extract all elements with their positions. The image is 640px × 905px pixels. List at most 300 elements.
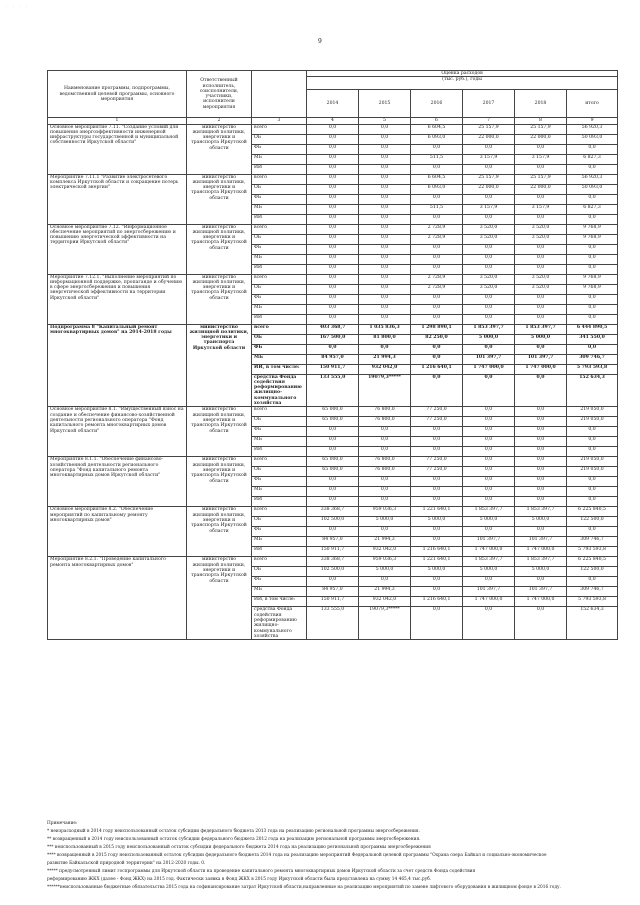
note-line: ***** предусмотренный лимит госпрограммы для Иркутской области на проведение капитального ремонта многоквартирных домов Иркутской области за счет средств Фонда содействия [47,869,476,874]
amount-cell: 65 000,0 [307,417,359,427]
page-number: 9 [318,38,322,45]
amount-cell: 0,0 [515,427,567,437]
amount-cell: 9 768,9 [567,274,618,284]
amount-cell: 0,0 [359,224,411,234]
amount-cell: 84 957,0 [307,537,359,547]
amount-cell: 932 042,0 [359,547,411,557]
amount-cell: 0,0 [411,477,463,487]
amount-cell: 0,0 [567,304,618,314]
notes-title: Примечание: [47,821,78,826]
amount-cell: 0,0 [515,194,567,204]
amount-cell: 0,0 [307,164,359,174]
amount-cell: 0,0 [307,487,359,497]
funding-source: ИИ [252,547,307,557]
note-line: * неизрасходный в 2014 году неиспользованный остаток субсидии федерального бюджета 2013 года на реализацию региональной программы энергосбережения. [47,829,420,834]
amount-cell: 5 000,0 [515,567,567,577]
amount-cell: 0,0 [307,427,359,437]
amount-cell: 3 520,0 [463,274,515,284]
amount-cell: 65 000,0 [307,457,359,467]
program-name: Мероприятие 7.12.1. "Выполнение мероприятий по информационной поддержке, пропаганде и обучению в сфере энергосбережения и повышения энергетической эффективности на территории Иркутской области" [48,274,187,324]
amount-cell: 152 634,3 [567,374,618,407]
amount-cell: 19079,3***** [359,374,411,407]
amount-cell: 1 747 000,0 [463,547,515,557]
amount-cell: 0,0 [567,164,618,174]
amount-cell: 0,0 [307,264,359,274]
amount-cell: 341 550,0 [567,334,618,344]
table-row [48,124,618,134]
amount-cell: 1 853 397,7 [463,557,515,567]
amount-cell: 0,0 [359,234,411,244]
amount-cell: 0,0 [359,154,411,164]
amount-cell: 511,5 [411,154,463,164]
header-year: 2017 [463,90,515,118]
note-line: развитие Байкальской природной территории" на 2012-2020 годы. 0. [47,861,206,866]
amount-cell: 3 520,0 [515,284,567,294]
amount-cell: 6 827,3 [567,204,618,214]
amount-cell: 76 800,0 [359,467,411,477]
funding-source: ИИ [252,214,307,224]
amount-cell: 3 520,0 [463,224,515,234]
header-year: 2016 [411,90,463,118]
funding-source: ОБ [252,184,307,194]
amount-cell: 0,0 [567,427,618,437]
amount-cell: 0,0 [567,477,618,487]
amount-cell: 0,0 [411,374,463,407]
amount-cell: 21 994,3 [359,587,411,597]
amount-cell: 25 157,9 [515,124,567,134]
amount-cell: 65 000,0 [307,467,359,477]
amount-cell: 0,0 [307,224,359,234]
amount-cell: 0,0 [411,344,463,354]
executor: министерство жилищной политики, энергетики и транспорта Иркутской области [187,174,252,224]
amount-cell: 1 216 640,1 [411,547,463,557]
amount-cell: 0,0 [307,437,359,447]
amount-cell: 0,0 [515,487,567,497]
amount-cell: 0,0 [463,164,515,174]
amount-cell: 5 793 593,8 [567,364,618,374]
funding-source: ФБ [252,344,307,354]
amount-cell: 0,0 [463,477,515,487]
amount-cell: 0,0 [307,214,359,224]
amount-cell: 0,0 [307,154,359,164]
amount-cell: 0,0 [463,144,515,154]
amount-cell: 6 093,0 [411,184,463,194]
amount-cell: 309 746,7 [567,354,618,364]
amount-cell: 0,0 [307,134,359,144]
funding-source: ФБ [252,577,307,587]
column-index: 3 [252,118,307,124]
funding-source: ФБ [252,427,307,437]
amount-cell: 511,5 [411,204,463,214]
amount-cell: 0,0 [463,417,515,427]
amount-cell: 5 000,0 [359,567,411,577]
amount-cell: 932 042,0 [359,597,411,607]
amount-cell: 5 000,0 [515,517,567,527]
amount-cell: 0,0 [463,214,515,224]
executor: министерство жилищной политики, энергетики и транспорта Иркутской области [187,407,252,457]
amount-cell: 150 911,7 [307,364,359,374]
amount-cell: 0,0 [359,144,411,154]
amount-cell: 0,0 [307,234,359,244]
executor: министерство жилищной политики, энергетики и транспорта Иркутской области [187,457,252,507]
header-year: 2015 [359,90,411,118]
amount-cell: 0,0 [307,477,359,487]
amount-cell: 0,0 [411,254,463,264]
amount-cell: 3 157,9 [463,204,515,214]
amount-cell: 0,0 [463,254,515,264]
amount-cell: 0,0 [463,407,515,417]
amount-cell: 1 221 640,1 [411,507,463,517]
amount-cell: 5 000,0 [411,567,463,577]
amount-cell: 6 444 890,5 [567,324,618,334]
amount-cell: 219 050,0 [567,407,618,417]
funding-source: ОБ [252,134,307,144]
amount-cell: 0,0 [411,497,463,507]
amount-cell: 5 793 593,8 [567,547,618,557]
amount-cell: 338 368,7 [307,557,359,567]
amount-cell: 0,0 [307,577,359,587]
amount-cell: 0,0 [463,344,515,354]
amount-cell: 1 853 397,7 [463,324,515,334]
amount-cell: 0,0 [515,577,567,587]
amount-cell: 122 500,0 [567,517,618,527]
amount-cell: 0,0 [463,194,515,204]
amount-cell: 0,0 [515,467,567,477]
funding-source: средства Фонда содействия реформированию жилищно-коммунального хозяйства [252,374,307,407]
amount-cell: 0,0 [359,254,411,264]
funding-source: ОБ [252,284,307,294]
column-index: 7 [463,118,515,124]
amount-cell: 0,0 [359,274,411,284]
amount-cell: 6 604,5 [411,124,463,134]
funding-source: всего [252,557,307,567]
amount-cell: 0,0 [307,294,359,304]
note-line: **** возвращенный в 2015 году неиспользованный остаток субсидии федерального бюджета 2014 года на реализацию мероприятий Федеральной целевой программы "Охрана озера Байкал и социально-экономическое [47,853,547,858]
amount-cell: 0,0 [307,124,359,134]
amount-cell: 167 500,0 [307,334,359,344]
funding-source: ИИ [252,497,307,507]
amount-cell: 0,0 [359,427,411,437]
funding-source: ИИ [252,264,307,274]
amount-cell: 76 800,0 [359,417,411,427]
funding-source: ИИ [252,164,307,174]
funding-source: ОБ [252,567,307,577]
executor: министерство жилищной политики, энергетики и транспорта Иркутской области [187,324,252,407]
amount-cell: 0,0 [307,204,359,214]
amount-cell: 0,0 [463,607,515,640]
header-unit: (тыс. руб.), годы [307,77,618,90]
amount-cell: 0,0 [411,437,463,447]
amount-cell: 0,0 [567,254,618,264]
amount-cell: 5 000,0 [463,567,515,577]
amount-cell: 0,0 [515,304,567,314]
header-source [252,71,307,118]
amount-cell: 84 957,0 [307,354,359,364]
amount-cell: 0,0 [515,264,567,274]
program-name: Основное мероприятие 8.1. "Имущественный взнос на создание и обеспечение финансово-хозяйственной деятельности регионального оператора "Фонд капитального ремонта многоквартирных домов Иркутской области" [48,407,187,457]
amount-cell: 101 397,7 [515,537,567,547]
program-name: Мероприятие 8.2.1. "Проведение капитального ремонта многоквартирных домов" [48,557,187,640]
amount-cell: 0,0 [411,487,463,497]
amount-cell: 0,0 [307,144,359,154]
header-year: итого [567,90,618,118]
amount-cell: 0,0 [411,527,463,537]
amount-cell: 0,0 [411,244,463,254]
amount-cell: 102 500,0 [307,517,359,527]
amount-cell: 5 000,0 [359,517,411,527]
amount-cell: 0,0 [515,437,567,447]
notes [47,820,622,892]
funding-source: ФБ [252,144,307,154]
amount-cell: 76 800,0 [359,457,411,467]
amount-cell: 84 957,0 [307,587,359,597]
amount-cell: 0,0 [567,294,618,304]
note-line: *** неиспользованный в 2015 году неиспользованный остаток субсидии федерального бюджета 2014 года на реализацию региональной программы энергосбережения [47,845,431,850]
amount-cell: 82 250,0 [411,334,463,344]
amount-cell: 0,0 [515,607,567,640]
table-row [48,407,618,417]
amount-cell: 0,0 [307,304,359,314]
amount-cell: 1 853 397,7 [463,507,515,517]
funding-source: средства Фонда содействия реформированию жилищно-коммунального хозяйства [252,607,307,640]
amount-cell: 77 250,0 [411,417,463,427]
amount-cell: 101 397,7 [515,354,567,364]
amount-cell: 101 397,7 [463,354,515,364]
amount-cell: 0,0 [567,527,618,537]
amount-cell: 5 000,0 [515,334,567,344]
amount-cell: 0,0 [567,214,618,224]
amount-cell: 0,0 [411,314,463,324]
amount-cell: 5 000,0 [463,334,515,344]
amount-cell: 0,0 [567,344,618,354]
funding-source: ОБ [252,334,307,344]
amount-cell: 1 747 000,0 [515,364,567,374]
funding-source: ФБ [252,194,307,204]
amount-cell: 0,0 [515,164,567,174]
table-row [48,557,618,567]
note-line: ** возвращенный в 2014 году неиспользованный остаток субсидии федерального бюджета 2012 года на реализацию региональной программы энергосбережения. [47,837,421,842]
table-row [48,507,618,517]
amount-cell: 0,0 [463,294,515,304]
funding-source: ОБ [252,517,307,527]
amount-cell: 3 520,0 [463,234,515,244]
amount-cell: 0,0 [411,214,463,224]
funding-source: МБ [252,354,307,364]
amount-cell: 0,0 [359,344,411,354]
amount-cell: 0,0 [359,527,411,537]
amount-cell: 0,0 [463,497,515,507]
amount-cell: 22 000,0 [515,184,567,194]
amount-cell: 22 000,0 [463,184,515,194]
amount-cell: 1 035 836,3 [359,324,411,334]
amount-cell: 0,0 [515,314,567,324]
funding-source: МБ [252,587,307,597]
amount-cell: 3 520,0 [463,284,515,294]
amount-cell: 1 747 000,0 [515,597,567,607]
amount-cell: 150 911,7 [307,547,359,557]
amount-cell: 0,0 [307,194,359,204]
table-row [48,224,618,234]
amount-cell: 0,0 [515,374,567,407]
funding-source: МБ [252,254,307,264]
amount-cell: 219 050,0 [567,457,618,467]
amount-cell: 0,0 [515,144,567,154]
amount-cell: 102 500,0 [307,567,359,577]
amount-cell: 0,0 [359,174,411,184]
amount-cell: 76 800,0 [359,407,411,417]
table-row [48,324,618,334]
amount-cell: 3 157,9 [515,154,567,164]
funding-source: ОБ [252,234,307,244]
table-row [48,457,618,467]
amount-cell: 0,0 [411,447,463,457]
amount-cell: 9 768,9 [567,224,618,234]
amount-cell: 19079,3***** [359,607,411,640]
amount-cell: 0,0 [515,244,567,254]
amount-cell: 0,0 [515,457,567,467]
amount-cell: 0,0 [411,144,463,154]
program-name: Мероприятие 7.11.1 "Развитие электросетевого комплекса Иркутской области и сокращение потерь электрической энергии" [48,174,187,224]
amount-cell: 0,0 [307,447,359,457]
amount-cell: 0,0 [359,487,411,497]
amount-cell: 0,0 [411,264,463,274]
amount-cell: 0,0 [307,274,359,284]
amount-cell: 0,0 [515,497,567,507]
funding-source: ФБ [252,244,307,254]
amount-cell: 3 520,0 [515,224,567,234]
amount-cell: 1 747 000,0 [463,597,515,607]
amount-cell: 0,0 [463,437,515,447]
amount-cell: 0,0 [567,244,618,254]
amount-cell: 9 768,9 [567,284,618,294]
funding-source: всего [252,457,307,467]
amount-cell: 1 221 640,1 [411,557,463,567]
financing-table [47,70,618,640]
amount-cell: 219 050,0 [567,417,618,427]
executor: министерство жилищной политики, энергетики и транспорта Иркутской области [187,274,252,324]
funding-source: МБ [252,154,307,164]
amount-cell: 77 250,0 [411,407,463,417]
funding-source: ИИ [252,314,307,324]
amount-cell: 0,0 [411,577,463,587]
program-name: Основное мероприятие 8.2. "Обеспечение мероприятий по капитальному ремонту многоквартирных домов" [48,507,187,557]
amount-cell: 65 000,0 [307,407,359,417]
funding-source: всего [252,224,307,234]
note-line: реформированию ЖКХ (далее - Фонд ЖКХ) на 2015 год. Фактически заявка в Фонд ЖКХ в 2015 году Иркутской области была представлена на сумму 14 465,4 тыс.руб. [47,877,432,882]
funding-source: ОБ [252,417,307,427]
amount-cell: 403 368,7 [307,324,359,334]
amount-cell: 0,0 [463,527,515,537]
amount-cell: 0,0 [463,467,515,477]
amount-cell: 0,0 [359,447,411,457]
amount-cell: 309 746,7 [567,587,618,597]
amount-cell: 0,0 [411,304,463,314]
amount-cell: 0,0 [307,174,359,184]
amount-cell: 5 000,0 [463,517,515,527]
amount-cell: 133 555,0 [307,607,359,640]
amount-cell: 0,0 [567,194,618,204]
amount-cell: 0,0 [567,577,618,587]
amount-cell: 0,0 [411,164,463,174]
amount-cell: 5 793 593,8 [567,597,618,607]
amount-cell: 6 604,5 [411,174,463,184]
amount-cell: 0,0 [567,437,618,447]
amount-cell: 0,0 [411,607,463,640]
amount-cell: 0,0 [515,417,567,427]
amount-cell: 0,0 [463,447,515,457]
executor: министерство жилищной политики, энергетики и транспорта Иркутской области [187,124,252,174]
amount-cell: 0,0 [515,477,567,487]
amount-cell: 3 520,0 [515,234,567,244]
amount-cell: 133 555,0 [307,374,359,407]
executor: министерство жилищной политики, энергетики и транспорта Иркутской области [187,224,252,274]
amount-cell: 122 500,0 [567,567,618,577]
column-index: 6 [411,118,463,124]
amount-cell: 0,0 [307,254,359,264]
amount-cell: 21 994,3 [359,537,411,547]
amount-cell: 0,0 [307,184,359,194]
amount-cell: 0,0 [359,294,411,304]
amount-cell: 3 157,9 [515,204,567,214]
amount-cell: 6 093,0 [411,134,463,144]
funding-source: ИИ [252,447,307,457]
funding-source: ФБ [252,477,307,487]
amount-cell: 959 036,3 [359,507,411,517]
amount-cell: 5 000,0 [411,517,463,527]
funding-source: ИИ, в том числе: [252,364,307,374]
amount-cell: 0,0 [307,284,359,294]
amount-cell: 0,0 [515,214,567,224]
amount-cell: 2 728,9 [411,274,463,284]
amount-cell: 1 298 890,1 [411,324,463,334]
amount-cell: 309 746,7 [567,537,618,547]
header-year: 2014 [307,90,359,118]
amount-cell: 0,0 [515,254,567,264]
header-executor: Ответственный исполнитель, соисполнители, участники, исполнители мероприятия [187,71,252,118]
scan-artifact: · · · · [6,4,29,9]
amount-cell: 0,0 [463,374,515,407]
amount-cell: 56 920,3 [567,174,618,184]
amount-cell: 0,0 [307,244,359,254]
amount-cell: 101 397,7 [463,587,515,597]
amount-cell: 0,0 [359,134,411,144]
header-estimate: Оценка расходов [307,71,618,77]
program-name: Основное мероприятие 7.12. "Информационное обеспечение мероприятий по энергосбережению и повышению энергетической эффективности на территории Иркутской области" [48,224,187,274]
amount-cell: 77 250,0 [411,467,463,477]
amount-cell: 0,0 [359,314,411,324]
amount-cell: 0,0 [359,477,411,487]
amount-cell: 0,0 [463,244,515,254]
amount-cell: 50 093,0 [567,134,618,144]
amount-cell: 1 747 000,0 [463,364,515,374]
table-row [48,174,618,184]
amount-cell: 152 634,3 [567,607,618,640]
note-line: ******неиспользованные бюджетные обязательства 2015 года на софинансирование затрат Иркутской области,направленные на реализацию мероприятий по замене лифтового оборудования в жилищном фонде в 2016 году. [47,885,561,890]
program-name: Основное мероприятие 7.11. "Создание условий для повышения энергоэффективности инженерной инфраструктуры государственной и муниципальной собственности Иркутской области" [48,124,187,174]
amount-cell: 0,0 [411,194,463,204]
amount-cell: 6 225 840,5 [567,557,618,567]
executor: министерство жилищной политики, энергетики и транспорта Иркутской области [187,557,252,640]
funding-source: ФБ [252,527,307,537]
amount-cell: 0,0 [567,447,618,457]
amount-cell: 0,0 [359,244,411,254]
amount-cell: 0,0 [359,204,411,214]
amount-cell: 22 000,0 [463,134,515,144]
amount-cell: 0,0 [359,577,411,587]
amount-cell: 0,0 [359,284,411,294]
amount-cell: 0,0 [463,304,515,314]
amount-cell: 50 093,0 [567,184,618,194]
